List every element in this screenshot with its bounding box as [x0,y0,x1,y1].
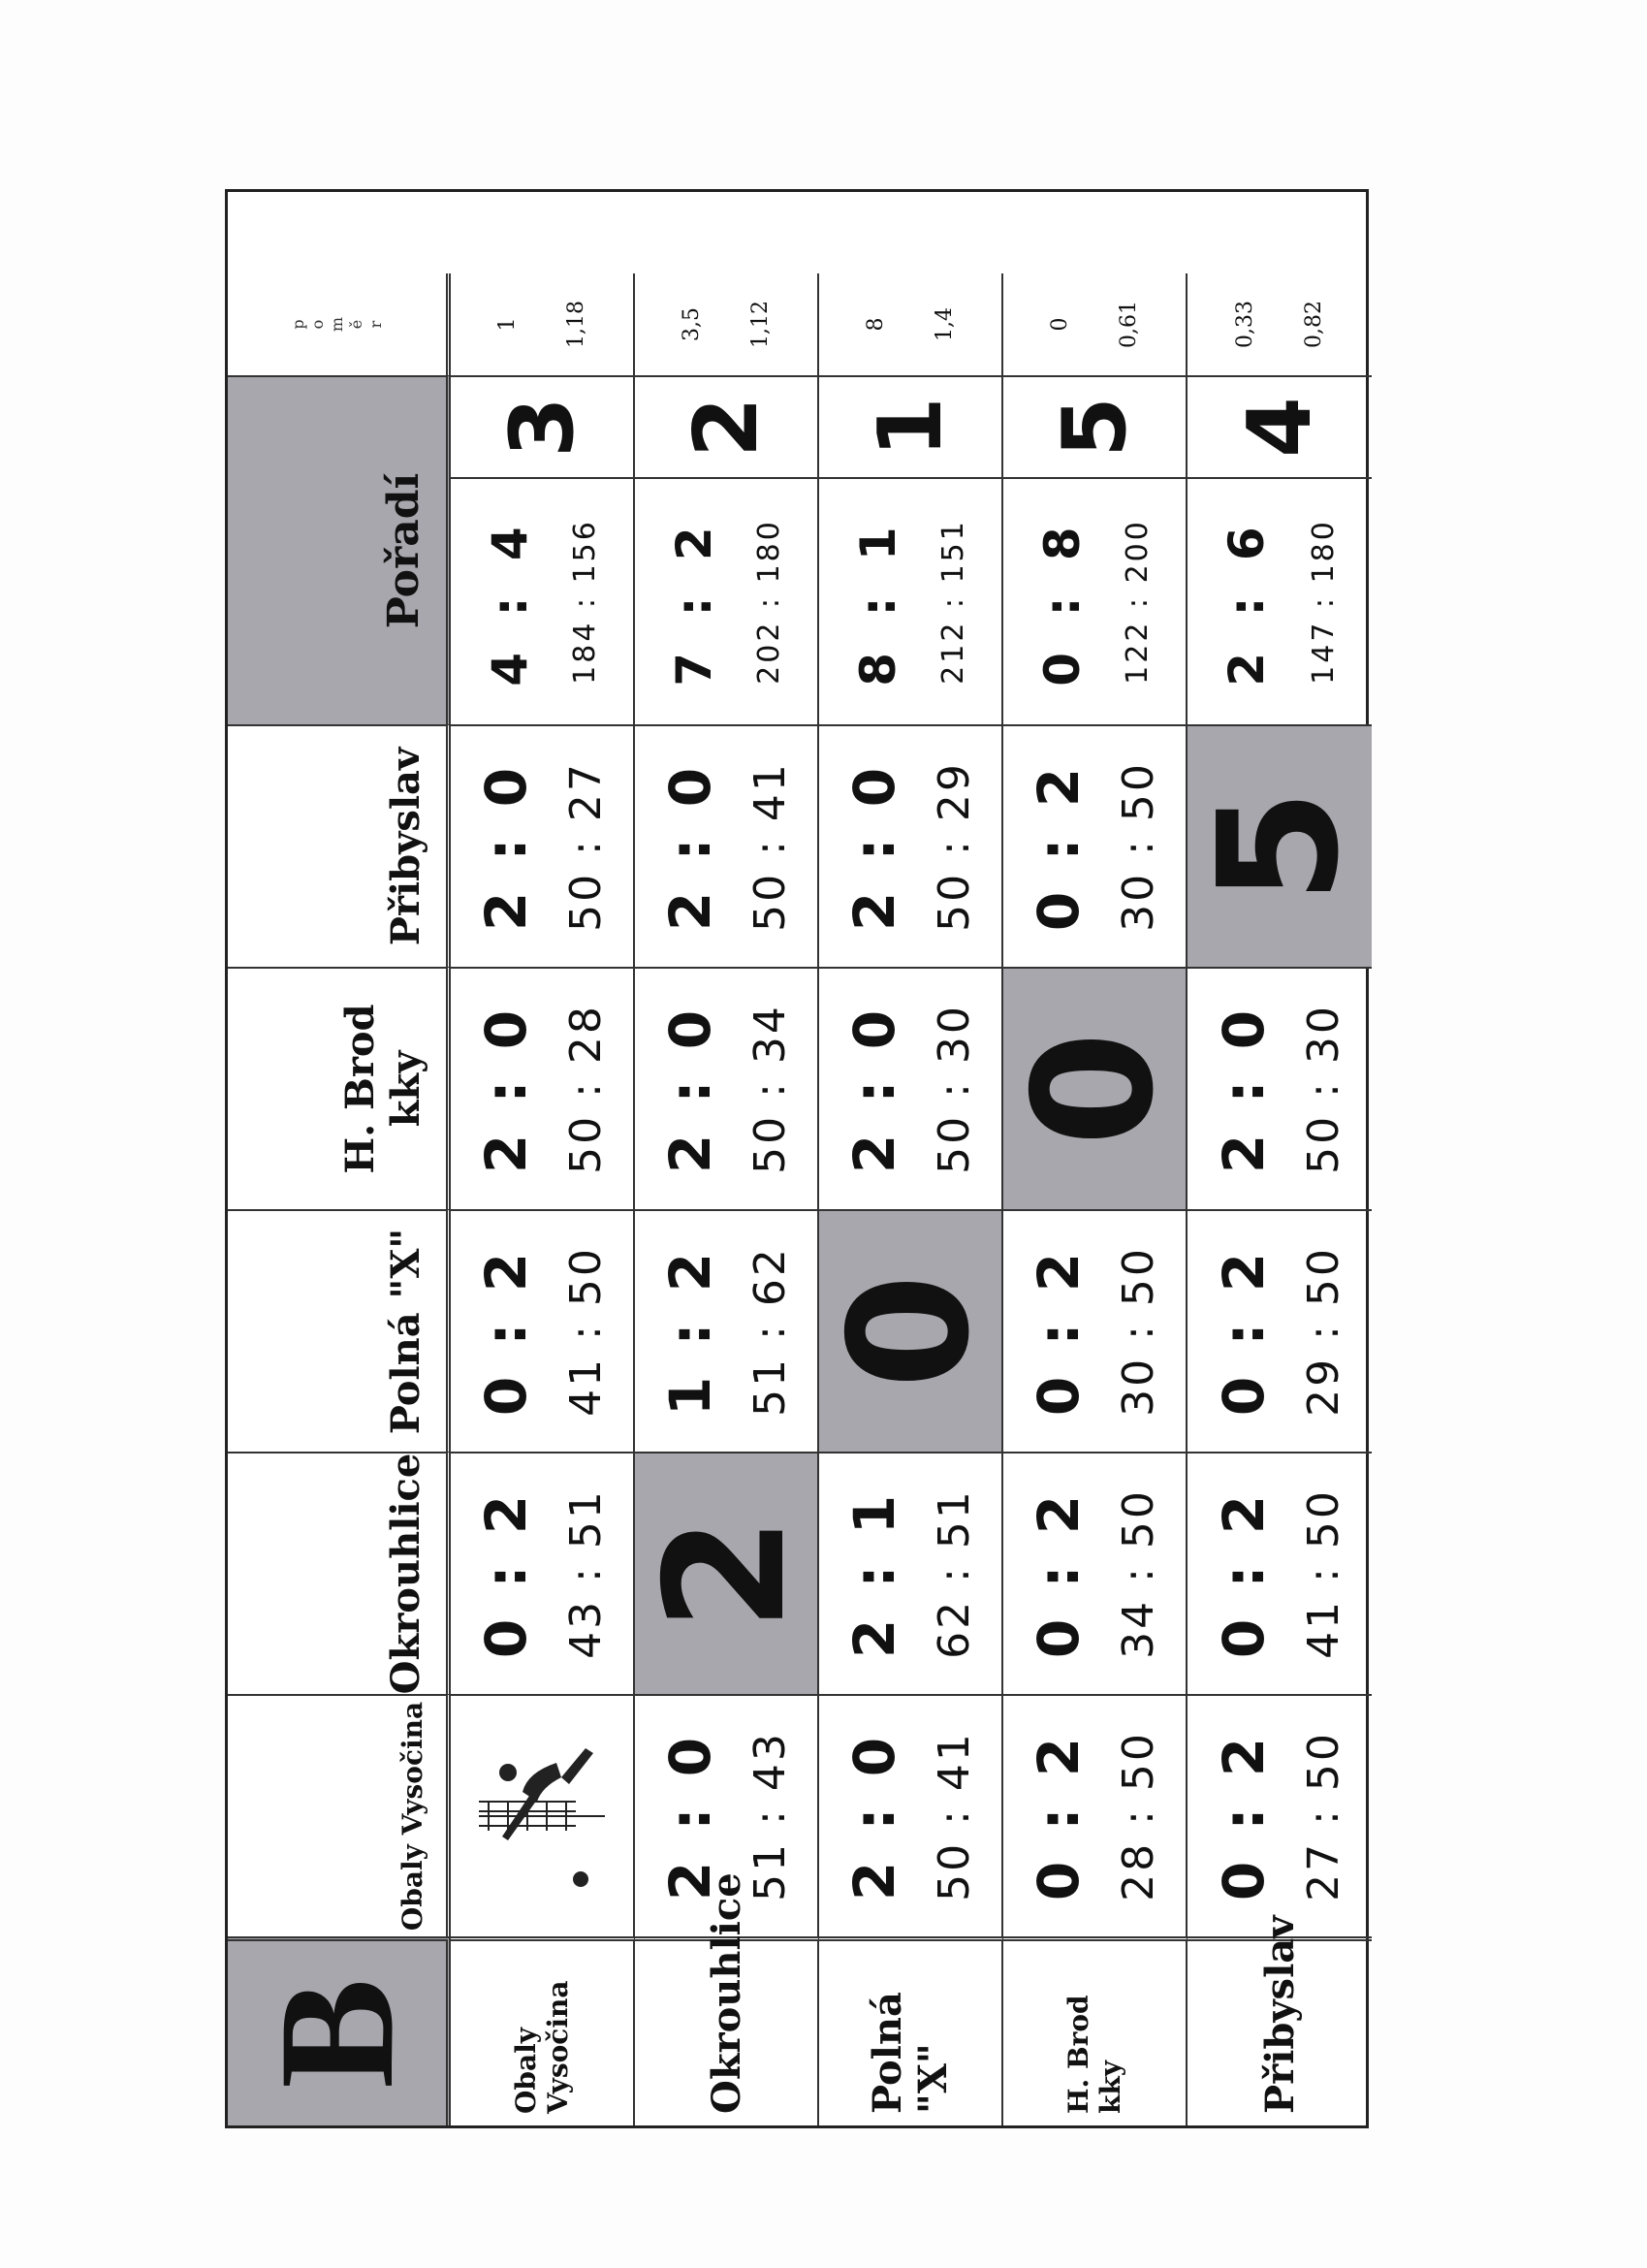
match-sets: 1 : 2 [657,1246,723,1417]
match-points: 50 : 27 [561,761,611,932]
match-sets: 2 : 0 [657,761,723,932]
match-sets: 0 : 2 [1210,1488,1277,1659]
match-cell [819,1452,1003,1694]
row-team-label: Okrouhlice [635,1936,819,2125]
ratio-cell [451,273,635,375]
match-cell [1003,724,1188,967]
group-label: B [228,1936,451,2125]
match-points: 50 : 30 [1299,1004,1349,1174]
match-cell [1188,967,1372,1209]
volleyball-logo [451,1694,635,1936]
match-cell [635,724,819,967]
match-sets: 2 : 0 [657,1004,723,1174]
total-points: 212 : 151 [936,519,971,685]
match-cell [451,1209,635,1452]
self-match-cell: 0 [1003,967,1188,1209]
match-points: 51 : 62 [745,1246,795,1417]
total-sets: 4 : 4 [481,517,538,687]
row-team-label: H. Brod kky [1003,1936,1188,2125]
match-points: 50 : 28 [561,1004,611,1174]
column-header: Okrouhlice [228,1452,451,1694]
ratio-points: 1,12 [748,301,773,348]
total-cell [1188,477,1372,724]
match-sets: 2 : 1 [841,1488,907,1659]
ratio-sets: 0,33 [1232,301,1257,348]
match-cell [1003,1452,1188,1694]
self-match-cell: 5 [1188,724,1372,967]
pomer-letter: ě [346,319,365,330]
match-cell [819,967,1003,1209]
match-cell [1188,1452,1372,1694]
results-table [225,189,1376,2128]
match-points: 29 : 50 [1299,1246,1349,1417]
row-team-label: Obaly Vysočina [451,1936,635,2125]
match-sets: 2 : 0 [841,761,907,932]
match-points: 30 : 50 [1114,1246,1163,1417]
match-points: 51 : 43 [745,1731,795,1901]
match-cell [1003,1694,1188,1936]
total-points: 147 : 180 [1306,519,1341,685]
column-header: Přibyslav [228,724,451,967]
match-sets: 0 : 2 [473,1246,539,1417]
rank-cell: 5 [1003,375,1188,477]
match-points: 41 : 50 [1299,1488,1349,1659]
match-sets: 2 : 0 [841,1004,907,1174]
match-cell [635,1694,819,1936]
match-points: 43 : 51 [561,1488,611,1659]
match-points: 50 : 34 [745,1004,795,1174]
match-sets: 0 : 2 [1026,1731,1092,1901]
ratio-sets: 1 [495,317,520,332]
pomer-letter: p [288,319,307,330]
ratio-cell [819,273,1003,375]
match-cell [635,967,819,1209]
ratio-points: 0,61 [1117,301,1141,348]
total-points: 122 : 200 [1121,519,1156,685]
match-points: 50 : 41 [745,761,795,932]
ratio-sets: 8 [864,317,888,332]
match-cell [451,724,635,967]
rank-cell: 4 [1188,375,1372,477]
match-cell [451,1452,635,1694]
match-points: 50 : 30 [930,1004,979,1174]
match-points: 30 : 50 [1114,761,1163,932]
rank-cell: 3 [451,375,635,477]
match-sets: 2 : 0 [1210,1004,1277,1174]
match-points: 28 : 50 [1114,1731,1163,1901]
row-team-label: Polná "X" [819,1936,1003,2125]
pomer-letter: o [307,319,327,330]
match-sets: 0 : 2 [1026,1488,1092,1659]
self-match-cell: 2 [635,1452,819,1694]
column-header: Polná "X" [228,1209,451,1452]
match-sets: 0 : 2 [473,1488,539,1659]
match-sets: 0 : 2 [1026,761,1092,932]
ratio-cell [1188,273,1372,375]
total-cell [1003,477,1188,724]
ratio-cell [635,273,819,375]
match-cell [1188,1694,1372,1936]
match-sets: 2 : 0 [473,1004,539,1174]
self-match-cell: 0 [819,1209,1003,1452]
match-sets: 2 : 0 [657,1731,723,1901]
ratio-points: 1,4 [933,307,957,341]
match-points: 41 : 50 [561,1246,611,1417]
column-header: Obaly Vysočina [228,1694,451,1936]
rank-cell: 2 [635,375,819,477]
ratio-cell [1003,273,1188,375]
match-points: 50 : 29 [930,761,979,932]
match-cell [819,724,1003,967]
ratio-points: 1,18 [564,301,588,348]
match-cell [819,1694,1003,1936]
column-header: H. Brod kky [228,967,451,1209]
total-sets: 0 : 8 [1033,517,1091,687]
ratio-points: 0,82 [1302,301,1327,348]
match-sets: 2 : 0 [841,1731,907,1901]
poradi-header: Pořadí [228,375,451,724]
pomer-letter: r [365,320,385,329]
total-points: 184 : 156 [568,519,603,685]
match-cell [451,967,635,1209]
ratio-sets: 3,5 [680,307,704,341]
total-points: 202 : 180 [752,519,787,685]
match-sets: 0 : 2 [1210,1731,1277,1901]
volleyball-player-icon [469,1724,615,1908]
pomer-letter: m [327,316,346,333]
match-sets: 0 : 2 [1026,1246,1092,1417]
total-cell [819,477,1003,724]
match-points: 50 : 41 [930,1731,979,1901]
match-cell [1188,1209,1372,1452]
total-sets: 2 : 6 [1219,517,1276,687]
match-sets: 2 : 0 [473,761,539,932]
row-team-label: Přibyslav [1188,1936,1372,2125]
match-sets: 0 : 2 [1210,1246,1277,1417]
pomer-header [228,273,451,375]
total-sets: 8 : 1 [849,517,906,687]
match-points: 27 : 50 [1299,1731,1349,1901]
match-cell [635,1209,819,1452]
match-points: 62 : 51 [930,1488,979,1659]
match-points: 34 : 50 [1114,1488,1163,1659]
total-sets: 7 : 2 [665,517,722,687]
match-cell [1003,1209,1188,1452]
total-cell [635,477,819,724]
ratio-sets: 0 [1048,317,1072,332]
rank-cell: 1 [819,375,1003,477]
total-cell [451,477,635,724]
